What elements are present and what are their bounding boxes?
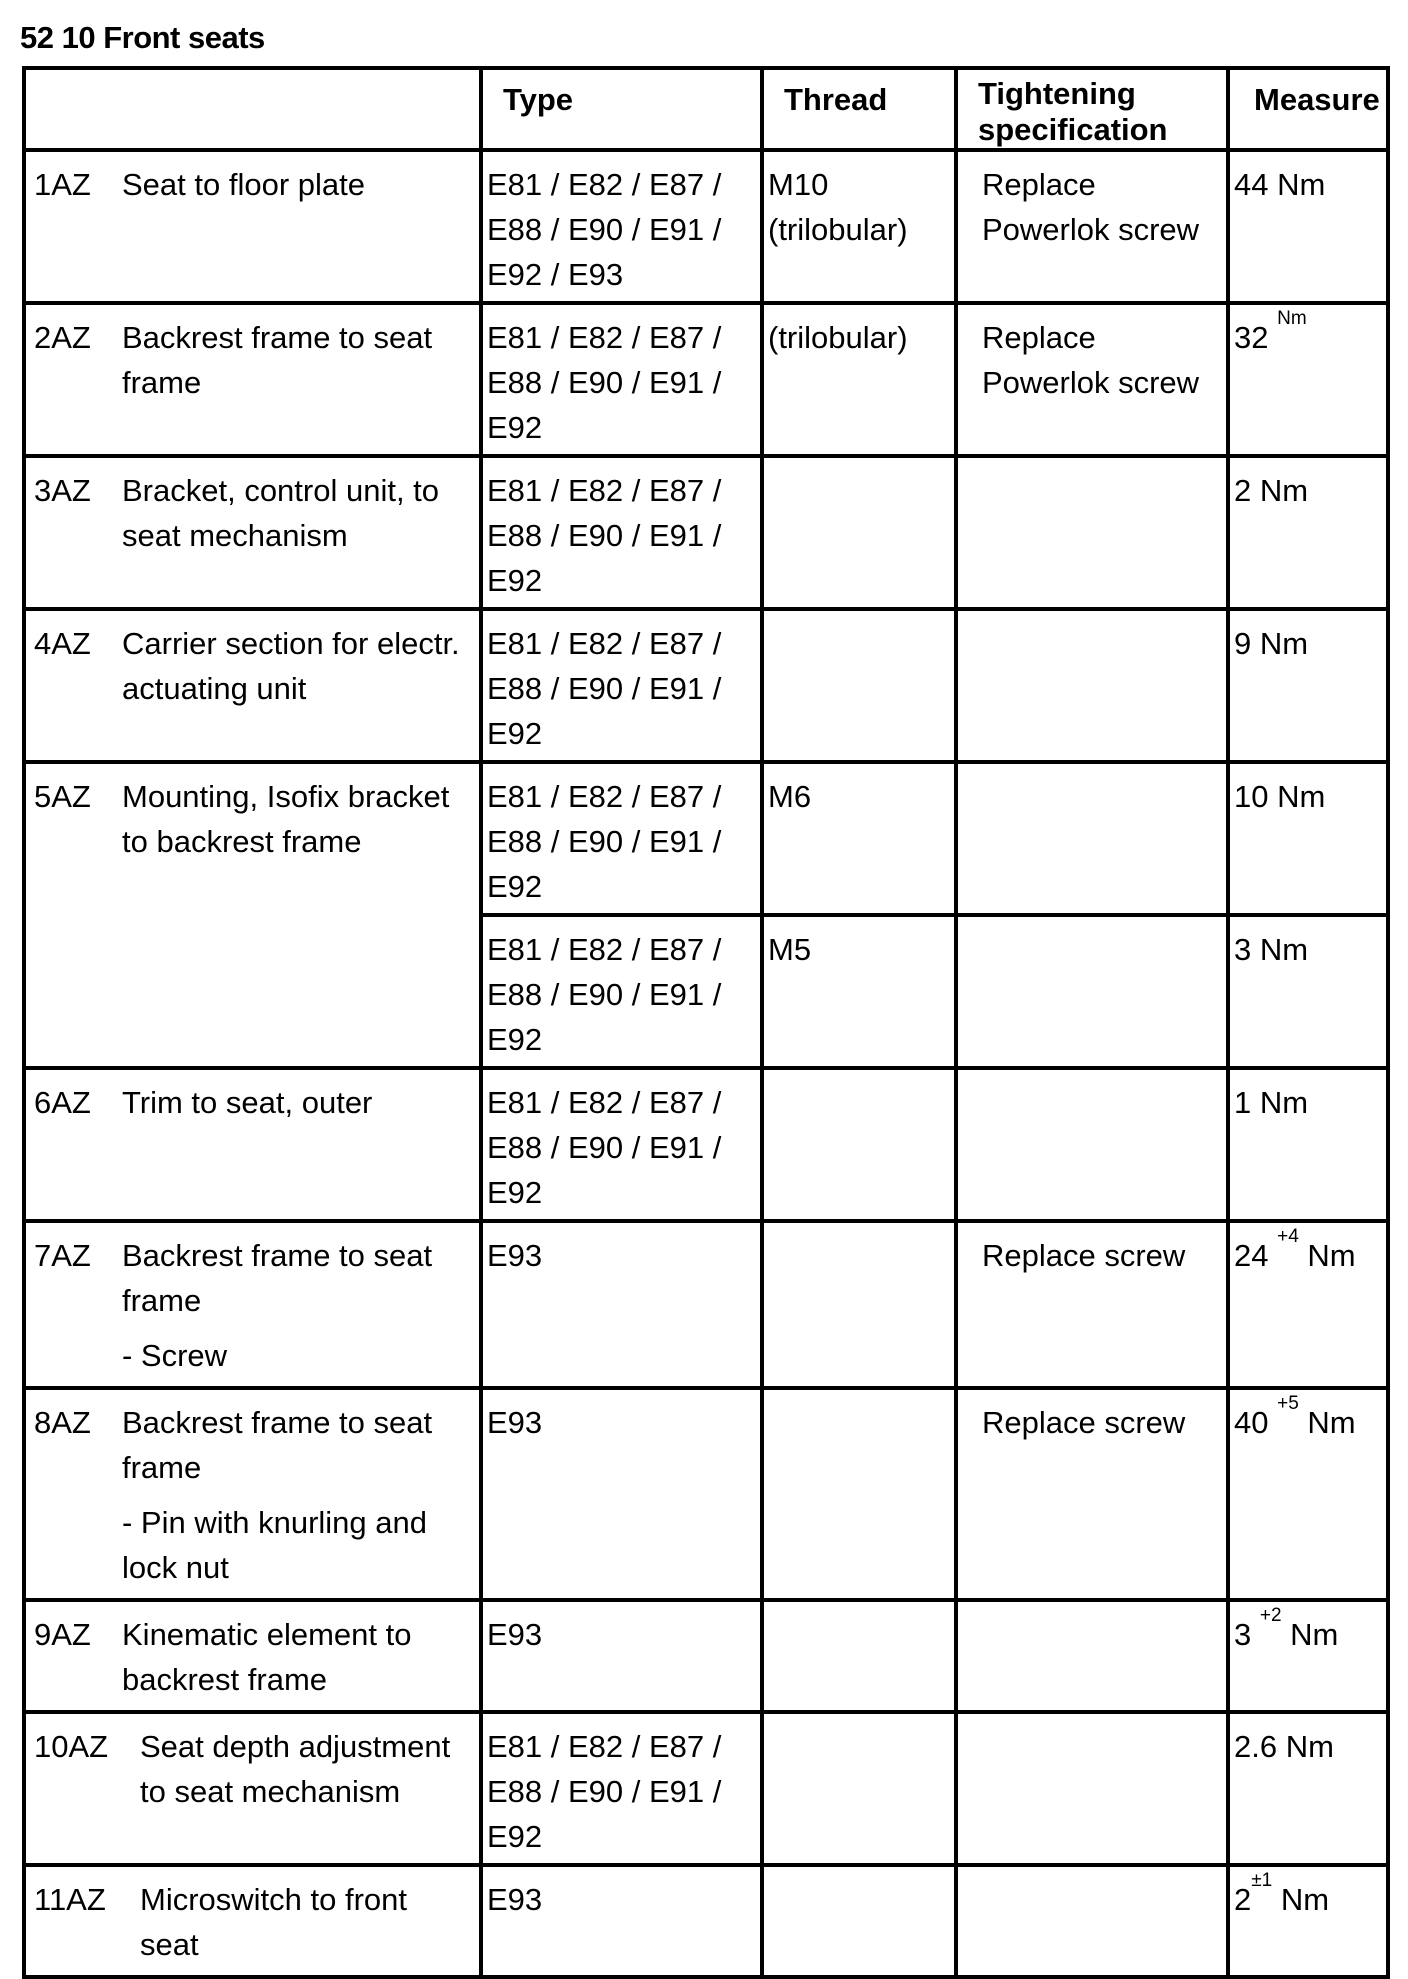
item-cell [24,1221,481,1388]
table-row [24,762,1388,915]
type-cell: E81 / E82 / E87 / E88 / E90 / E91 / E92 [481,609,762,762]
thread-cell [762,1712,956,1865]
item-cell [24,150,481,303]
item-number: 4AZ [34,626,91,661]
header-row [24,68,1388,150]
table-row [24,303,1388,456]
type-cell: E93 [481,1865,762,1977]
item-description: Seat to floor plate [122,167,365,202]
type-cell: E81 / E82 / E87 / E88 / E90 / E91 / E92 [481,762,762,915]
type-cell: E93 [481,1600,762,1712]
table-row [24,1221,1388,1388]
tightening-cell: Replace Powerlok screw [956,150,1228,303]
item-description: Kinematic element to backrest frame [122,1617,412,1697]
item-description: Mounting, Isofix bracket to backrest frame [122,779,450,859]
thread-cell [762,1865,956,1977]
item-description: Backrest frame to seat frame [122,1405,433,1485]
item-number: 3AZ [34,473,91,508]
item-description: Trim to seat, outer [122,1085,373,1120]
item-number: 1AZ [34,167,91,202]
item-cell [24,1712,481,1865]
header-measure: Measure [1228,68,1388,150]
table-row [24,609,1388,762]
measure-cell [1228,1600,1388,1712]
measure-cell: 10 Nm [1228,762,1388,915]
measure-cell [1228,1865,1388,1977]
thread-cell [762,1388,956,1600]
tightening-cell: Replace Powerlok screw [956,303,1228,456]
type-cell: E81 / E82 / E87 / E88 / E90 / E91 / E92 [481,456,762,609]
page-title: 52 10 Front seats [20,20,265,55]
thread-cell [762,1221,956,1388]
measure-unit: Nm [1280,1882,1330,1917]
torque-spec-table [22,66,1390,1979]
measure-cell: 3 Nm [1228,915,1388,1068]
item-number: 6AZ [34,1085,91,1120]
item-cell [24,1865,481,1977]
measure-superscript: ±1 [1251,1870,1273,1891]
item-number: 11AZ [34,1882,106,1917]
item-number: 10AZ [34,1729,109,1764]
measure-superscript: +5 [1277,1393,1299,1414]
header-thread: Thread [762,68,956,150]
measure-cell [1228,303,1388,456]
header-type: Type [481,68,762,150]
item-cell [24,762,481,1068]
table-row [24,456,1388,609]
item-cell [24,1068,481,1221]
type-cell: E81 / E82 / E87 / E88 / E90 / E91 / E92 [481,1068,762,1221]
tightening-cell [956,1712,1228,1865]
measure-cell: 9 Nm [1228,609,1388,762]
measure-unit: Nm [1307,1238,1356,1273]
item-cell [24,1388,481,1600]
measure-value: 40 [1234,1405,1269,1440]
item-description: Seat depth adjustment to seat mechanism [140,1729,451,1809]
tightening-cell [956,1068,1228,1221]
tightening-cell [956,762,1228,915]
measure-cell: 44 Nm [1228,150,1388,303]
table-row [24,1712,1388,1865]
table-row [24,1388,1388,1600]
measure-cell: 1 Nm [1228,1068,1388,1221]
header-tightening: Tightening specification [956,68,1228,150]
measure-cell: 2 Nm [1228,456,1388,609]
thread-cell [762,1068,956,1221]
item-number: 5AZ [34,779,91,814]
measure-superscript: Nm [1277,308,1307,329]
type-cell: E93 [481,1388,762,1600]
header-item [24,68,481,150]
measure-superscript: +2 [1259,1605,1282,1626]
table-row [24,1068,1388,1221]
tightening-cell [956,609,1228,762]
tightening-cell [956,915,1228,1068]
tightening-cell [956,456,1228,609]
thread-cell: M10 (trilobular) [762,150,956,303]
item-description: Microswitch to front seat [140,1882,408,1962]
type-cell: E81 / E82 / E87 / E88 / E90 / E91 / E92 / E93 [481,150,762,303]
tightening-cell [956,1865,1228,1977]
measure-value: 3 [1234,1617,1252,1652]
tightening-cell [956,1600,1228,1712]
item-sub-description: - Screw [122,1338,228,1373]
item-cell [24,456,481,609]
thread-cell: M5 [762,915,956,1068]
item-number: 7AZ [34,1238,91,1273]
thread-cell: (trilobular) [762,303,956,456]
table-row [24,1865,1388,1977]
thread-cell [762,1600,956,1712]
item-description: Carrier section for electr. actuating unit [122,626,460,706]
thread-cell: M6 [762,762,956,915]
item-description: Backrest frame to seat frame [122,1238,433,1318]
item-description: Bracket, control unit, to seat mechanism [122,473,440,553]
thread-cell [762,456,956,609]
type-cell: E81 / E82 / E87 / E88 / E90 / E91 / E92 [481,303,762,456]
type-cell: E81 / E82 / E87 / E88 / E90 / E91 / E92 [481,1712,762,1865]
item-cell [24,609,481,762]
tightening-cell: Replace screw [956,1221,1228,1388]
item-number: 8AZ [34,1405,91,1440]
measure-unit: Nm [1307,1405,1356,1440]
measure-cell [1228,1221,1388,1388]
measure-value: 24 [1234,1238,1269,1273]
measure-cell: 2.6 Nm [1228,1712,1388,1865]
item-cell [24,303,481,456]
measure-superscript: +4 [1277,1226,1299,1247]
item-number: 9AZ [34,1617,91,1652]
measure-value: 2 [1234,1882,1252,1917]
tightening-cell: Replace screw [956,1388,1228,1600]
item-sub-description: - Pin with knurling and lock nut [122,1505,427,1585]
item-cell [24,1600,481,1712]
type-cell: E81 / E82 / E87 / E88 / E90 / E91 / E92 [481,915,762,1068]
measure-unit: Nm [1290,1617,1339,1652]
measure-value: 32 [1234,320,1269,355]
item-number: 2AZ [34,320,91,355]
thread-cell [762,609,956,762]
table-row [24,150,1388,303]
item-description: Backrest frame to seat frame [122,320,433,400]
measure-cell [1228,1388,1388,1600]
table-row [24,1600,1388,1712]
type-cell: E93 [481,1221,762,1388]
